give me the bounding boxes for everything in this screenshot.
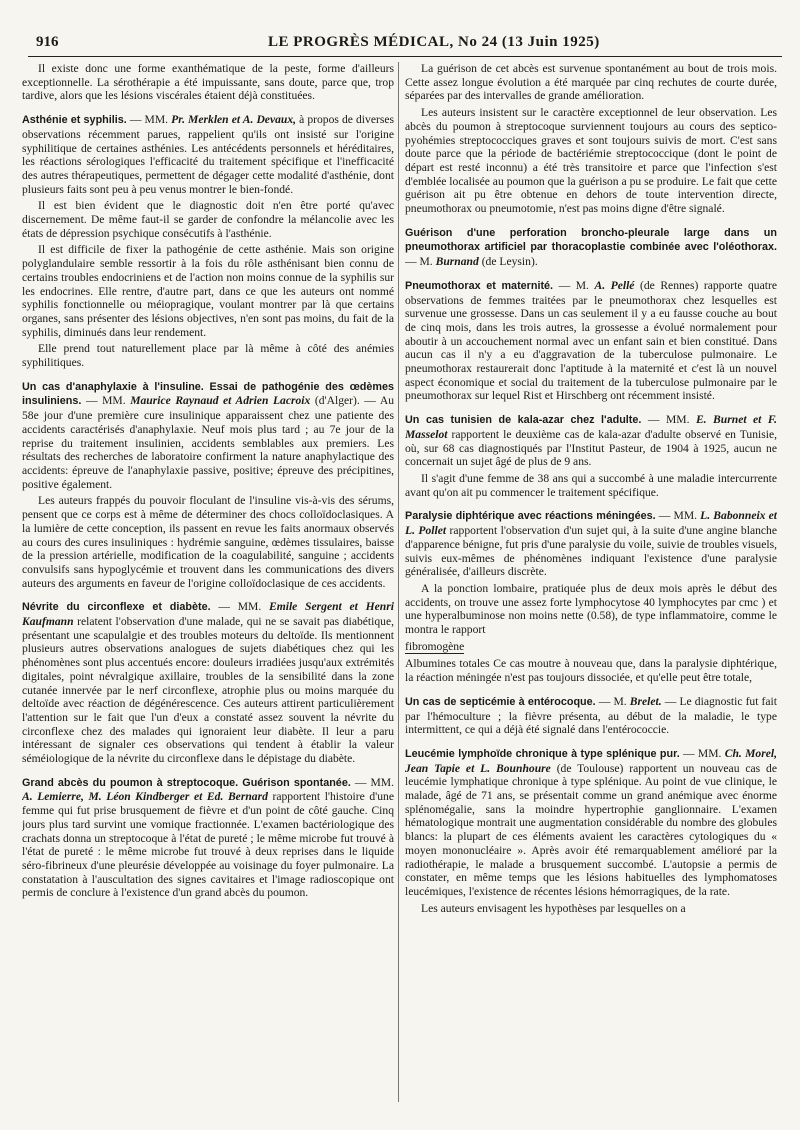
- journal-running-head: LE PROGRÈS MÉDICAL, No 24 (13 Juin 1925): [268, 34, 600, 50]
- article-authors: E. Burnet et F. Masselot: [405, 413, 777, 441]
- article-paragraph: Les auteurs envisagent les hypothèses par lesquelles on a: [421, 901, 686, 915]
- article-paragraph: Les auteurs insistent sur le caractère exceptionnel de leur observation. Les abcès du poumon à streptocoque surviennent toujours au cours des septico-pyohémies streptococciques graves et sont toujours suivis de mort. C'est sans doute parce que la période de bactériémie streptococcique (dont le point de départ est resté inconnu) a été très transitoire et parce que l'infection s'est d'emblée localisée au poumon que la guérison a pu se produire. Le fait que cette guérison ait pu être obtenue en dehors de toute intervention directe, pneumothorax ou pneumotomie, n'est pas moins digne d'être signalé.: [405, 106, 777, 216]
- article-paragraph: (de Rennes) rapporte quatre observations de femmes traitées par le pneumothorax chez lesquelles est survenue une grossesse. Dans un cas seulement il y a eu fausse couche au bout de cinq mois, dans les trois autres, la grossesse a évolué normalement pour aboutir à un accouchement normal avec un enfant sain et bien constitué. Dans aucun cas il n'y a eu d'aggravation de la tuberculose pulmonaire. Le pneumothorax restaurerait donc l'aptitude à la maternité et c'est là un nouvel aspect économique et social du traitement de la tuberculose pulmonaire par le pneumothorax sur lequel Rist et Hirschberg ont récemment insisté.: [405, 278, 777, 403]
- article-paragraph: (de Leysin).: [478, 255, 538, 269]
- article-paragraph: Il est difficile de fixer la pathogénie de cette asthénie. Mais son origine polyglandulaire semble ressortir à la fois du rôle asthénisant bien connu de certains troubles endocriniens et de l'action non moins connue de la syphilis sur les endocrines. Elle rentre, d'autre part, dans ce que les auteurs ont nommé syphilis fonctionnelle ou méiopragique, voulant montrer par là que certains organes, sans présenter des lésions objectives, n'en sont pas moins, du fait de la syphilis, diminués dans leur rendement.: [22, 243, 394, 339]
- article-title: Guérison d'une perforation broncho-pleurale large dans un pneumothorax artificiel par thoracoplastie combinée avec l'oléothorax.: [405, 226, 777, 254]
- article-title: Un cas tunisien de kala-azar chez l'adulte.: [405, 414, 642, 427]
- article-paralysie: [405, 509, 777, 684]
- article-paragraph: A la ponction lombaire, pratiquée plus de deux mois après le début des accidents, on trouve une assez forte lymphocytose 40 lymphocytes par cmc ) et une hyperalbuminose non moins nette (0.58), de type inflammatoire, comme le montra le rapport: [405, 581, 777, 637]
- article-paragraph: relatent l'observation d'une malade, qui ne se savait pas diabétique, présentant une scapulalgie et des troubles moteurs du deltoïde. Ils mentionnent plusieurs autres observations analogues de sujets diabétiques chez qui les phénomènes sont plus accentués encore: douleurs irradiées jusqu'aux extrémités digitales, point névralgique axillaire, troubles de la sensibilité dans la zone cutanée innervée par le nerf circonflexe, atrophie plus ou moins marquée du deltoïde avec réaction de dégénérescence. Ces auteurs attirent particulièrement l'attention sur le fait que l'un d'eux a constaté assez souvent la névrite du circonflexe chez des malades qui ignoraient leur diabète. Il leur a paru intéressant de signaler ces observations qui tendent à établir la valeur séméiologique de la névrite du circonflexe dans le dépistage du diabète.: [22, 615, 394, 766]
- intro-paragraph: Il existe donc une forme exanthématique de la peste, forme d'ailleurs exceptionnelle. La sérothérapie a été impuissante, sans doute, parce que, trop tardive, alors que les lésions viscérales étaient déjà constituées.: [22, 62, 394, 103]
- article-title: Leucémie lymphoïde chronique à type splénique pur.: [405, 747, 680, 760]
- article-lead: — M.: [595, 694, 630, 708]
- article-paragraph: Les auteurs frappés du pouvoir floculant de l'insuline vis-à-vis des sérums, pensent que ce corps est à même de déterminer des chocs colloïdoclasiques. A la lumière de cette conception, ils passent en revue les faits anormaux observés au cours des cures insuliniques : hydrémie sanguine, œdèmes tissulaires, baisse de la pression artérielle, modification de la coagulabilité, sanguine ; accidents convulsifs sans hypoglycémie et trouvent dans les communications des divers auteurs des arguments en faveur de l'origine colloïdoclasique de ces accidents.: [22, 494, 394, 590]
- article-title: Grand abcès du poumon à streptocoque. Guérison spontanée.: [22, 776, 351, 789]
- article-authors: Burnand: [435, 255, 479, 269]
- article-title: Névrite du circonflexe et diabète.: [22, 601, 211, 614]
- right-column: [405, 62, 777, 1107]
- page-header: [28, 34, 782, 57]
- article-paragraph: à propos de diverses observations récemment parues, rappelient qu'ils ont insisté sur l'origine syphilitique de certaines asthénies. Les antécédents personnels et héréditaires, les réactions sérologiques l'efficacité du traitement spécifique et l'inefficacité des autres thérapeutiques, permettent de dégager cette modalité d'asthénie, dont plusieurs faits sont peu à peu venus montrer le bien-fondé.: [22, 113, 394, 196]
- article-anaphylaxie: [22, 380, 394, 591]
- article-paragraph: Il s'agit d'une femme de 38 ans qui a succombé à une maladie intercurrente avant qu'on ait pu commencer le traitement spécifique.: [405, 471, 777, 499]
- article-pneumothorax: [405, 279, 777, 403]
- article-lead: — MM.: [126, 113, 172, 127]
- article-abces: [22, 776, 394, 900]
- fraction-numerator: fibromogène: [405, 639, 465, 653]
- article-authors: Ch. Morel, Jean Tapie et L. Bounhoure: [405, 746, 777, 775]
- article-authors: Emile Sergent et Henri Kaufmann: [22, 600, 394, 629]
- article-paragraph: Ce cas moutre à nouveau que, dans la paralysie diphtérique, la réaction méningée n'est pas toujours dissociée, et qu'elle peut être totale,: [405, 657, 777, 685]
- article-authors: Pr. Merklen et A. Devaux,: [171, 113, 297, 127]
- article-paragraph: rapportent le deuxième cas de kala-azar d'adulte observé en Tunisie, où, sur 68 cas diagnostiqués par l'Institut Pasteur, de 1904 à 1925, aucun ne concernait un sujet âgé de plus de 9 ans.: [405, 427, 777, 469]
- article-title: Un cas d'anaphylaxie à l'insuline. Essai de pathogénie des œdèmes insuliniens.: [22, 380, 394, 408]
- article-authors: Maurice Raynaud et Adrien Lacroix: [130, 394, 311, 408]
- article-nevrite: [22, 600, 394, 765]
- fraction-denominator: Albumines totales: [405, 657, 490, 671]
- article-paragraph: — Le diagnostic fut fait par l'hémoculture ; la fièvre présenta, au début de la maladie, le type intermittent, ce qui a déjà été signalé dans l'entérococcie.: [405, 694, 777, 737]
- article-title: Paralysie diphtérique avec réactions méningées.: [405, 510, 656, 523]
- article-paragraph: (de Toulouse) rapportent un nouveau cas de leucémie lymphatique chronique à type splénique. Au point de vue clinique, le malade, âgé de 71 ans, se présentait comme un grand anémique avec énorme splénomégalie, sans la moindre hypertrophie ganglionnaire. L'examen hématologique montrait une augmentation considérable du nombre des globules blancs: la plupart de ces éléments avaient les caractères cytologiques du « moyen mononucléaire ». Après avoir été remarquablement amélioré par la radiothérapie, le malade a brusquement succombé. L'autopsie a permis de constater, en même temps que les lésions habituelles des lymphomatoses leucémiques, l'existence de récentes lésions hémorragiques, de la rate.: [405, 761, 777, 898]
- article-lead: — MM.: [350, 775, 394, 789]
- article-lead: — M.: [553, 278, 595, 292]
- article-authors: Brelet.: [629, 694, 662, 708]
- article-lead: — MM.: [210, 600, 269, 614]
- article-lead: — MM.: [81, 394, 131, 408]
- article-lead: — MM.: [655, 509, 701, 523]
- article-authors: A. Lemierre, M. Léon Kindberger et Ed. Bernard: [22, 790, 268, 804]
- article-paragraph: La guérison de cet abcès est survenue spontanément au bout de trois mois. Cette assez longue évolution a été marquée par cinq rechutes de courte durée, séparées par des intervalles de grande amélioration.: [405, 62, 777, 103]
- article-septicemie: [405, 695, 777, 737]
- article-leucemie: [405, 747, 777, 915]
- article-perforation: [405, 226, 777, 269]
- article-kala-azar: [405, 413, 777, 499]
- page-number: 916: [36, 34, 59, 50]
- column-divider: [398, 62, 399, 1102]
- article-title: Un cas de septicémie à entérocoque.: [405, 695, 596, 708]
- article-authors: A. Pellé: [594, 278, 635, 292]
- left-column: [22, 62, 394, 1107]
- article-lead: — MM.: [641, 413, 696, 427]
- article-paragraph: rapportent l'observation d'un sujet qui, à la suite d'une angine blanche d'apparence bénigne, fut pris d'une paralysie du voile, suivie de troubles visuels, suivis eux-mêmes de phénomènes indiquant l'existence d'une paralysie généralisée, d'ailleurs discrète.: [405, 524, 777, 579]
- article-paragraph: (d'Alger). — Au 58e jour d'une première cure insulinique apparaissent chez une patiente des accidents caractérisés d'anaphylaxie. Neuf mois plus tard ; au 7e jour de la reprise du traitement insulinien, accidents semblables aux premiers. Les résultats des recherches de laboratoire confirment la nature anaphylactique des accidents: épreuve de l'anaphylaxie passive, positive; épreuve des précipitines, positive également.: [22, 394, 394, 491]
- article-lead: — M.: [405, 255, 436, 269]
- article-title: Asthénie et syphilis.: [22, 114, 127, 127]
- article-authors: L. Babonneix et L. Pollet: [405, 509, 777, 538]
- article-asthenie: [22, 113, 394, 370]
- article-title: Pneumothorax et maternité.: [405, 279, 554, 292]
- article-paragraph: rapportent l'histoire d'une femme qui fut prise brusquement de fièvre et d'un point de côté gauche. Cinq jours plus tard survint une vomique fractionnée. L'examen bactériologique des crachats donna un streptocoque à l'état de pureté ; le même microbe fut trouvé à l'état de pureté : le même microbe fut trouvé à deux reprises dans le liquide séro-fibrineux d'une pleurésie développée au voisinage du foyer pulmonaire. La constatation à l'auscultation des signes cavitaires et l'image radioscopique ont permis de conclure à l'existence d'un grand abcès du poumon.: [22, 790, 394, 900]
- article-lead: — MM.: [679, 746, 725, 760]
- article-paragraph: Elle prend tout naturellement place par là même à côté des anémies syphilitiques.: [22, 342, 394, 370]
- article-paragraph: Il est bien évident que le diagnostic doit n'en être porté qu'avec discernement. De même faut-il se garder de confondre la mélancolie avec les états de dépression psychique consécutifs à l'asthénie.: [22, 199, 394, 240]
